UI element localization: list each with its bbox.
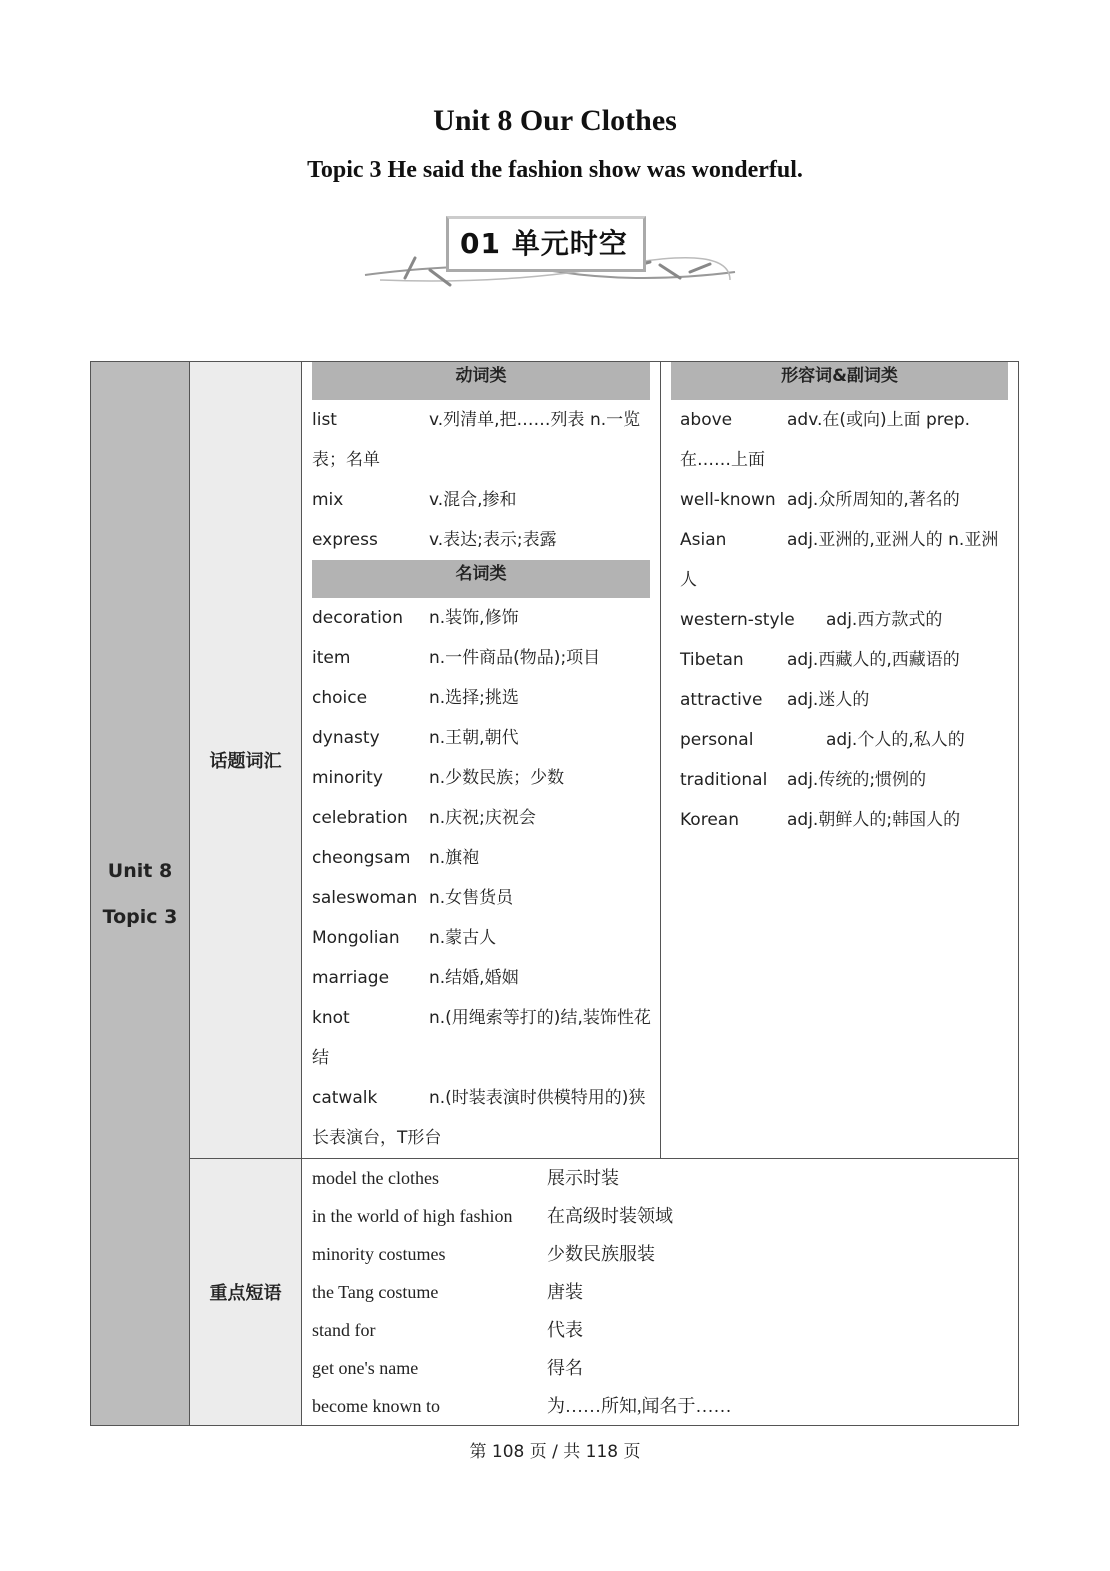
meaning: n.(时装表演时供模特用的)狭长表演台，T形台 xyxy=(312,1088,646,1148)
banner-text: 01 单元时空 xyxy=(460,227,628,260)
meaning: n.选择;挑选 xyxy=(429,688,519,708)
phrases-label: 重点短语 xyxy=(190,1159,302,1426)
word: saleswoman xyxy=(312,888,418,908)
vocab-label: 话题词汇 xyxy=(190,362,302,1159)
word: Asian xyxy=(680,530,727,550)
vocab-entry xyxy=(680,640,1010,680)
page-footer: 第 108 页 / 共 118 页 xyxy=(469,1442,641,1462)
phrase-row xyxy=(312,1197,1008,1235)
unit-label: Unit 8 xyxy=(107,859,173,882)
word: Tibetan xyxy=(680,650,744,670)
meaning: adj.众所周知的,著名的 xyxy=(787,490,960,510)
phrase-row xyxy=(312,1387,1008,1425)
vocab-table xyxy=(90,361,1019,1426)
word: Korean xyxy=(680,810,739,830)
nouns-list xyxy=(302,598,660,1158)
vocab-entry xyxy=(312,718,652,758)
vocab-entry xyxy=(680,800,1010,840)
word: dynasty xyxy=(312,728,380,748)
word: minority xyxy=(312,768,383,788)
meaning: adj.个人的,私人的 xyxy=(826,730,965,750)
phrases-cell xyxy=(302,1159,1019,1426)
vocab-entry xyxy=(312,798,652,838)
topic-label: Topic 3 xyxy=(102,905,178,928)
vocab-entry xyxy=(680,480,1010,520)
word: Mongolian xyxy=(312,928,400,948)
word: western-style xyxy=(680,610,795,630)
meaning: adj.传统的;惯例的 xyxy=(787,770,927,790)
word: attractive xyxy=(680,690,763,710)
word: catwalk xyxy=(312,1088,378,1108)
phrase-chinese: 少数民族服装 xyxy=(547,1244,655,1264)
adj-header: 形容词&副词类 xyxy=(671,362,1008,400)
vocab-entry xyxy=(680,600,1010,640)
nouns-header: 名词类 xyxy=(312,560,650,598)
phrase-english: model the clothes xyxy=(312,1168,439,1188)
vocab-entry xyxy=(312,758,652,798)
phrase-row xyxy=(312,1159,1008,1197)
vocab-entry xyxy=(312,918,652,958)
phrase-english: the Tang costume xyxy=(312,1282,439,1302)
word: well-known xyxy=(680,490,776,510)
vocab-entry xyxy=(312,878,652,918)
phrase-row xyxy=(312,1311,1008,1349)
word: marriage xyxy=(312,968,390,988)
word: express xyxy=(312,530,378,550)
meaning: n.一件商品(物品);项目 xyxy=(429,648,601,668)
vocab-entry xyxy=(680,680,1010,720)
phrase-row xyxy=(312,1273,1008,1311)
phrase-english: stand for xyxy=(312,1320,376,1340)
vocab-entry xyxy=(312,480,652,520)
vocab-entry xyxy=(312,638,652,678)
page-subtitle: Topic 3 He said the fashion show was wonderful. xyxy=(307,157,803,183)
meaning: n.少数民族；少数 xyxy=(429,768,565,788)
verbs-nouns-cell xyxy=(302,362,661,1159)
phrase-chinese: 在高级时装领域 xyxy=(547,1206,673,1226)
word: mix xyxy=(312,490,344,510)
phrase-chinese: 代表 xyxy=(547,1320,583,1340)
vocab-entry xyxy=(312,1078,652,1158)
word: traditional xyxy=(680,770,768,790)
phrases-list xyxy=(302,1159,1018,1425)
meaning: n.女售货员 xyxy=(429,888,514,908)
meaning: v.列清单,把……列表 n.一览表；名单 xyxy=(312,410,641,470)
meaning: adj.西藏人的,西藏语的 xyxy=(787,650,960,670)
meaning: n.旗袍 xyxy=(429,848,480,868)
vocab-entry xyxy=(312,678,652,718)
unit-topic-cell xyxy=(91,362,190,1426)
meaning: adj.朝鲜人的;韩国人的 xyxy=(787,810,961,830)
meaning: n.王朝,朝代 xyxy=(429,728,519,748)
word: choice xyxy=(312,688,368,708)
word: celebration xyxy=(312,808,408,828)
meaning: n.庆祝;庆祝会 xyxy=(429,808,536,828)
meaning: n.结婚,婚姻 xyxy=(429,968,519,988)
vocab-entry xyxy=(680,520,1010,600)
vocab-entry xyxy=(312,838,652,878)
word: knot xyxy=(312,1008,350,1028)
meaning: adj.迷人的 xyxy=(787,690,870,710)
phrase-chinese: 展示时装 xyxy=(547,1168,619,1188)
section-banner xyxy=(360,210,740,300)
verbs-list xyxy=(302,400,660,560)
verbs-header: 动词类 xyxy=(312,362,650,400)
phrase-row xyxy=(312,1235,1008,1273)
phrase-chinese: 唐装 xyxy=(547,1282,583,1302)
vocab-entry xyxy=(312,958,652,998)
meaning: n.装饰,修饰 xyxy=(429,608,519,628)
phrase-english: in the world of high fashion xyxy=(312,1206,513,1226)
phrase-english: get one's name xyxy=(312,1358,419,1378)
meaning: adj.亚洲的,亚洲人的 n.亚洲人 xyxy=(680,530,999,590)
meaning: v.混合,掺和 xyxy=(429,490,517,510)
word: personal xyxy=(680,730,754,750)
meaning: v.表达;表示;表露 xyxy=(429,530,557,550)
word: item xyxy=(312,648,351,668)
meaning: n.蒙古人 xyxy=(429,928,497,948)
vocab-entry xyxy=(312,520,652,560)
phrase-chinese: 得名 xyxy=(547,1358,583,1378)
adj-adv-cell xyxy=(661,362,1019,1159)
vocab-entry xyxy=(680,720,1010,760)
word: cheongsam xyxy=(312,848,411,868)
vocab-entry xyxy=(312,998,652,1078)
word: above xyxy=(680,410,733,430)
vocab-entry xyxy=(680,760,1010,800)
phrase-english: minority costumes xyxy=(312,1244,446,1264)
word: list xyxy=(312,410,337,430)
word: decoration xyxy=(312,608,403,628)
vocab-entry xyxy=(312,400,652,480)
phrase-english: become known to xyxy=(312,1396,440,1416)
meaning: adj.西方款式的 xyxy=(826,610,943,630)
phrase-row xyxy=(312,1349,1008,1387)
page-title: Unit 8 Our Clothes xyxy=(433,104,677,137)
meaning: n.(用绳索等打的)结,装饰性花结 xyxy=(312,1008,651,1068)
meaning: adv.在(或向)上面 prep.在……上面 xyxy=(680,410,971,470)
phrase-chinese: 为……所知,闻名于…… xyxy=(547,1396,732,1416)
adjs-list xyxy=(661,400,1018,840)
vocab-entry xyxy=(312,598,652,638)
vocab-entry xyxy=(680,400,1010,480)
